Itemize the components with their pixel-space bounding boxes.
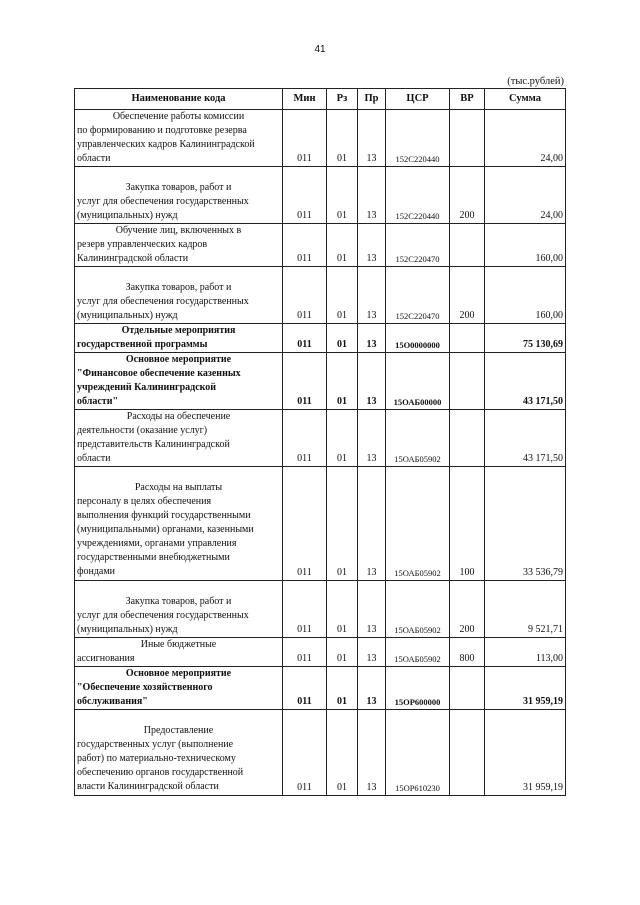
cell-rz: 01 bbox=[327, 638, 358, 667]
row-name-line: Основное мероприятие bbox=[125, 668, 232, 679]
table-row bbox=[75, 710, 566, 796]
cell-pr: 13 bbox=[358, 710, 386, 796]
cell-pr: 13 bbox=[358, 353, 386, 410]
cell-min: 011 bbox=[283, 267, 327, 324]
row-name-line: Расходы на выплаты bbox=[134, 482, 223, 493]
row-name-line: выполнения функций государственными bbox=[77, 510, 251, 521]
cell-csr: 15ОР610230 bbox=[386, 710, 450, 796]
row-name-line: персоналу в целях обеспечения bbox=[77, 496, 212, 507]
row-name-line: области bbox=[77, 153, 111, 164]
cell-csr: 152С220470 bbox=[386, 267, 450, 324]
table-row bbox=[75, 110, 566, 167]
cell-pr: 13 bbox=[358, 267, 386, 324]
cell-sum: 43 171,50 bbox=[485, 410, 566, 467]
table-row bbox=[75, 410, 566, 467]
cell-pr: 13 bbox=[358, 324, 386, 353]
row-name bbox=[75, 467, 283, 581]
row-name-line: резерв управленческих кадров bbox=[77, 239, 208, 250]
cell-rz: 01 bbox=[327, 710, 358, 796]
cell-vr: 200 bbox=[450, 267, 485, 324]
row-name-line bbox=[77, 167, 280, 181]
row-name bbox=[75, 410, 283, 467]
cell-pr: 13 bbox=[358, 410, 386, 467]
table-row bbox=[75, 667, 566, 710]
row-name-line: представительств Калининградской bbox=[77, 439, 230, 450]
row-name-line: услуг для обеспечения государственных bbox=[77, 196, 249, 207]
cell-sum: 33 536,79 bbox=[485, 467, 566, 581]
header-name: Наименование кода bbox=[75, 89, 283, 110]
row-name-line: Обучение лиц, включенных в bbox=[115, 225, 242, 236]
row-name-line: Закупка товаров, работ и bbox=[125, 596, 232, 607]
cell-min: 011 bbox=[283, 324, 327, 353]
cell-sum: 113,00 bbox=[485, 638, 566, 667]
cell-vr: 100 bbox=[450, 467, 485, 581]
row-name-line: области bbox=[77, 453, 111, 464]
table-row bbox=[75, 467, 566, 581]
cell-vr bbox=[450, 324, 485, 353]
row-name-line: "Финансовое обеспечение казенных bbox=[77, 368, 241, 379]
cell-pr: 13 bbox=[358, 167, 386, 224]
cell-sum: 31 959,19 bbox=[485, 710, 566, 796]
cell-csr: 15ОАБ05902 bbox=[386, 410, 450, 467]
row-name bbox=[75, 167, 283, 224]
cell-rz: 01 bbox=[327, 353, 358, 410]
row-name-line bbox=[77, 710, 280, 724]
cell-vr bbox=[450, 353, 485, 410]
row-name-line: Калининградской области bbox=[77, 253, 189, 264]
row-name-line: государственной программы bbox=[77, 339, 208, 350]
row-name bbox=[75, 267, 283, 324]
cell-csr: 15ОАБ05902 bbox=[386, 467, 450, 581]
budget-table bbox=[74, 88, 566, 796]
cell-min: 011 bbox=[283, 110, 327, 167]
row-name-line: Обеспечение работы комиссии bbox=[112, 111, 245, 122]
cell-vr bbox=[450, 224, 485, 267]
cell-sum: 160,00 bbox=[485, 267, 566, 324]
row-name-line: работ) по материально-техническому bbox=[77, 753, 236, 764]
cell-min: 011 bbox=[283, 224, 327, 267]
row-name-line: по формированию и подготовке резерва bbox=[77, 125, 247, 136]
row-name bbox=[75, 638, 283, 667]
cell-sum: 24,00 bbox=[485, 167, 566, 224]
cell-csr: 15ОАБ05902 bbox=[386, 581, 450, 638]
cell-vr: 200 bbox=[450, 581, 485, 638]
cell-min: 011 bbox=[283, 638, 327, 667]
page-number: 41 bbox=[314, 44, 326, 55]
cell-pr: 13 bbox=[358, 667, 386, 710]
row-name-line: Иные бюджетные bbox=[140, 639, 217, 650]
row-name-line: учреждениями, органами управления bbox=[77, 538, 237, 549]
row-name-line: Основное мероприятие bbox=[125, 354, 232, 365]
cell-rz: 01 bbox=[327, 224, 358, 267]
row-name-line: обслуживания" bbox=[77, 696, 148, 707]
cell-rz: 01 bbox=[327, 110, 358, 167]
cell-pr: 13 bbox=[358, 581, 386, 638]
row-name-line: Расходы на обеспечение bbox=[126, 411, 231, 422]
row-name-line: услуг для обеспечения государственных bbox=[77, 610, 249, 621]
row-name bbox=[75, 710, 283, 796]
cell-rz: 01 bbox=[327, 324, 358, 353]
cell-csr: 152С220440 bbox=[386, 110, 450, 167]
row-name bbox=[75, 224, 283, 267]
cell-rz: 01 bbox=[327, 467, 358, 581]
table-row bbox=[75, 324, 566, 353]
row-name-line: области" bbox=[77, 396, 119, 407]
cell-csr: 15ОАБ05902 bbox=[386, 638, 450, 667]
table-row bbox=[75, 581, 566, 638]
cell-sum: 24,00 bbox=[485, 110, 566, 167]
row-name-line: Закупка товаров, работ и bbox=[125, 282, 232, 293]
cell-min: 011 bbox=[283, 710, 327, 796]
cell-sum: 160,00 bbox=[485, 224, 566, 267]
row-name-line bbox=[77, 467, 280, 481]
header-min: Мин bbox=[283, 89, 327, 110]
row-name-line: (муниципальных) нужд bbox=[77, 624, 178, 635]
header-csr: ЦСР bbox=[386, 89, 450, 110]
cell-pr: 13 bbox=[358, 467, 386, 581]
cell-vr bbox=[450, 667, 485, 710]
row-name-line: ассигнования bbox=[77, 653, 135, 664]
cell-csr: 15О0000000 bbox=[386, 324, 450, 353]
units-label: (тыс.рублей) bbox=[507, 76, 564, 87]
row-name-line: управленческих кадров Калининградской bbox=[77, 139, 255, 150]
cell-pr: 13 bbox=[358, 110, 386, 167]
cell-vr bbox=[450, 410, 485, 467]
cell-sum: 9 521,71 bbox=[485, 581, 566, 638]
row-name-line: государственных услуг (выполнение bbox=[77, 739, 234, 750]
row-name-line: (муниципальных) нужд bbox=[77, 310, 178, 321]
cell-min: 011 bbox=[283, 667, 327, 710]
row-name-line: Отдельные мероприятия bbox=[121, 325, 236, 336]
cell-vr bbox=[450, 710, 485, 796]
cell-rz: 01 bbox=[327, 167, 358, 224]
cell-vr: 800 bbox=[450, 638, 485, 667]
table-row bbox=[75, 353, 566, 410]
cell-rz: 01 bbox=[327, 667, 358, 710]
cell-rz: 01 bbox=[327, 410, 358, 467]
cell-min: 011 bbox=[283, 167, 327, 224]
header-rz: Рз bbox=[327, 89, 358, 110]
row-name-line: фондами bbox=[77, 566, 116, 577]
cell-sum: 43 171,50 bbox=[485, 353, 566, 410]
cell-min: 011 bbox=[283, 467, 327, 581]
header-pr: Пр bbox=[358, 89, 386, 110]
cell-pr: 13 bbox=[358, 638, 386, 667]
header-vr: ВР bbox=[450, 89, 485, 110]
row-name bbox=[75, 581, 283, 638]
cell-sum: 31 959,19 bbox=[485, 667, 566, 710]
cell-csr: 15ОР600000 bbox=[386, 667, 450, 710]
row-name bbox=[75, 353, 283, 410]
row-name-line: учреждений Калининградской bbox=[77, 382, 217, 393]
cell-min: 011 bbox=[283, 410, 327, 467]
row-name-line: "Обеспечение хозяйственного bbox=[77, 682, 213, 693]
cell-sum: 75 130,69 bbox=[485, 324, 566, 353]
cell-pr: 13 bbox=[358, 224, 386, 267]
row-name bbox=[75, 110, 283, 167]
table-row bbox=[75, 638, 566, 667]
cell-csr: 15ОАБ00000 bbox=[386, 353, 450, 410]
row-name-line bbox=[77, 267, 280, 281]
cell-csr: 152С220470 bbox=[386, 224, 450, 267]
row-name-line: деятельности (оказание услуг) bbox=[77, 425, 208, 436]
row-name-line: (муниципальными) органами, казенными bbox=[77, 524, 254, 535]
table-row bbox=[75, 224, 566, 267]
cell-rz: 01 bbox=[327, 267, 358, 324]
row-name-line: (муниципальных) нужд bbox=[77, 210, 178, 221]
row-name-line: услуг для обеспечения государственных bbox=[77, 296, 249, 307]
row-name bbox=[75, 667, 283, 710]
cell-vr: 200 bbox=[450, 167, 485, 224]
cell-vr bbox=[450, 110, 485, 167]
row-name-line: власти Калининградской области bbox=[77, 781, 219, 792]
cell-min: 011 bbox=[283, 353, 327, 410]
row-name-line: Предоставление bbox=[143, 725, 214, 736]
table-header-row bbox=[75, 89, 566, 110]
cell-csr: 152С220440 bbox=[386, 167, 450, 224]
row-name bbox=[75, 324, 283, 353]
cell-rz: 01 bbox=[327, 581, 358, 638]
row-name-line: Закупка товаров, работ и bbox=[125, 182, 232, 193]
table-row bbox=[75, 267, 566, 324]
cell-min: 011 bbox=[283, 581, 327, 638]
row-name-line: обеспечению органов государственной bbox=[77, 767, 244, 778]
row-name-line: государственными внебюджетными bbox=[77, 552, 230, 563]
header-sum: Сумма bbox=[485, 89, 566, 110]
row-name-line bbox=[77, 581, 280, 595]
table-row bbox=[75, 167, 566, 224]
